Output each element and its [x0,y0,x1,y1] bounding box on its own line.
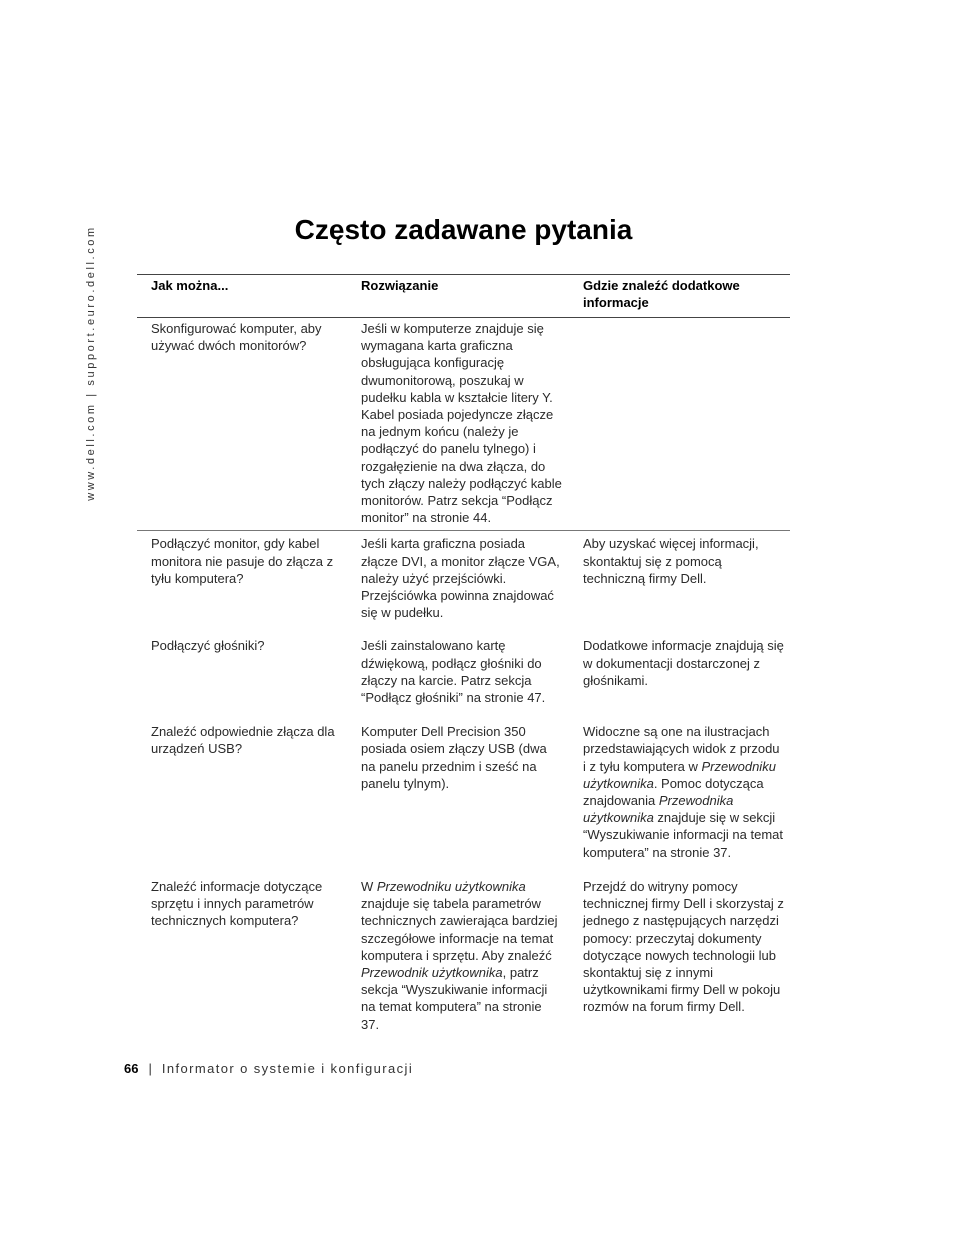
guide-reference: Przewodniku użytkownika [376,878,526,894]
question-cell: Znaleźć informacje dotyczące sprzętu i innych parametrów technicznych komputera? [151,878,323,929]
column-header-question: Jak można... [137,275,347,318]
solution-cell: Jeśli zainstalowano kartę dźwiękową, podłącz głośniki do złączy na karcie. Patrz sekcja “Podłącz głośniki” na stronie 47. [361,638,546,706]
solution-cell: Komputer Dell Precision 350 posiada osiem złączy USB (dwa na panelu przednim i sześć na panelu tylnym). [361,724,547,791]
info-cell: Przejdź do witryny pomocy technicznej firmy Dell i skorzystaj z jednego z następujących narzędzi pomocy: przeczytaj dokumenty dotyczące nowych technologii lub skontaktuj się z innymi użytkownikami firmy Dell w pokoju rozmów na forum firmy Dell. [583,878,784,1015]
side-url [84,222,98,504]
solution-cell: Jeśli w komputerze znajduje się wymagana karta graficzna obsługująca konfigurację dwumonitorową, poszukaj w pudełku kabla w kształcie litery Y. Kabel posiada pojedyncze złącze na jednym końcu (należy je podłączyć do panelu tylnego) i rozgałęzienie na dwa złącza, do tych złączy należy podłączyć kable monitorów. Patrz sekcja “Podłącz monitor” na stronie 44. [347,318,569,531]
guide-reference: Przewodniku użytkownika [583,758,776,791]
info-text: znajduje się w sekcji “Wyszukiwanie informacji na temat komputera” na stronie 37. [583,810,784,860]
table-row [137,876,790,1048]
question-cell: Znaleźć odpowiednie złącza dla urządzeń USB? [151,724,335,757]
table-row [137,635,790,721]
side-url-text: www.dell.com | support.euro.dell.com [85,225,97,501]
guide-reference: Przewodnika użytkownika [583,793,734,826]
page-number: 66 [124,1061,139,1076]
footer-separator: | [148,1061,152,1076]
table-row [137,318,790,531]
table-row [137,721,790,876]
question-cell: Podłączyć głośniki? [151,638,265,654]
info-text: Widoczne są one na ilustracjach przedstawiających widok z przodu i z tyłu komputera w [583,724,780,774]
solution-cell: Jeśli karta graficzna posiada złącze DVI, a monitor złącze VGA, należy użyć przejściówki. Przejściówka powinna znajdować się w pudełku. [361,536,560,621]
info-text: . Pomoc dotycząca znajdowania [583,775,764,809]
info-cell: Dodatkowe informacje znajdują się w dokumentacji dostarczonej z głośnikami. [583,638,784,688]
solution-text: , patrz sekcja “Wyszukiwanie informacji na temat komputera” na stronie 37. [361,964,548,1032]
table-header-row [137,275,790,318]
info-cell: Aby uzyskać więcej informacji, skontaktuj się z pomocą techniczną firmy Dell. [583,536,759,586]
table-row [137,531,790,636]
column-header-solution: Rozwiązanie [347,275,569,318]
faq-table [137,274,790,1048]
column-header-info: Gdzie znaleźć dodatkowe informacje [569,275,790,318]
info-cell [569,318,790,531]
solution-text: W [361,878,377,894]
solution-cell [347,876,569,1048]
page-footer [124,1061,413,1076]
page-title: Często zadawane pytania [294,214,633,245]
question-cell: Skonfigurować komputer, aby używać dwóch monitorów? [137,318,347,531]
question-cell: Podłączyć monitor, gdy kabel monitora nie pasuje do złącza z tyłu komputera? [151,536,334,586]
info-cell [569,721,790,876]
solution-text: znajduje się tabela parametrów technicznych zawierająca bardziej szczegółowe informacje na temat komputera i sprzętu. Aby znaleźć [361,896,558,963]
guide-reference: Przewodnik użytkownika [361,964,503,980]
footer-title: Informator o systemie i konfiguracji [161,1061,414,1076]
